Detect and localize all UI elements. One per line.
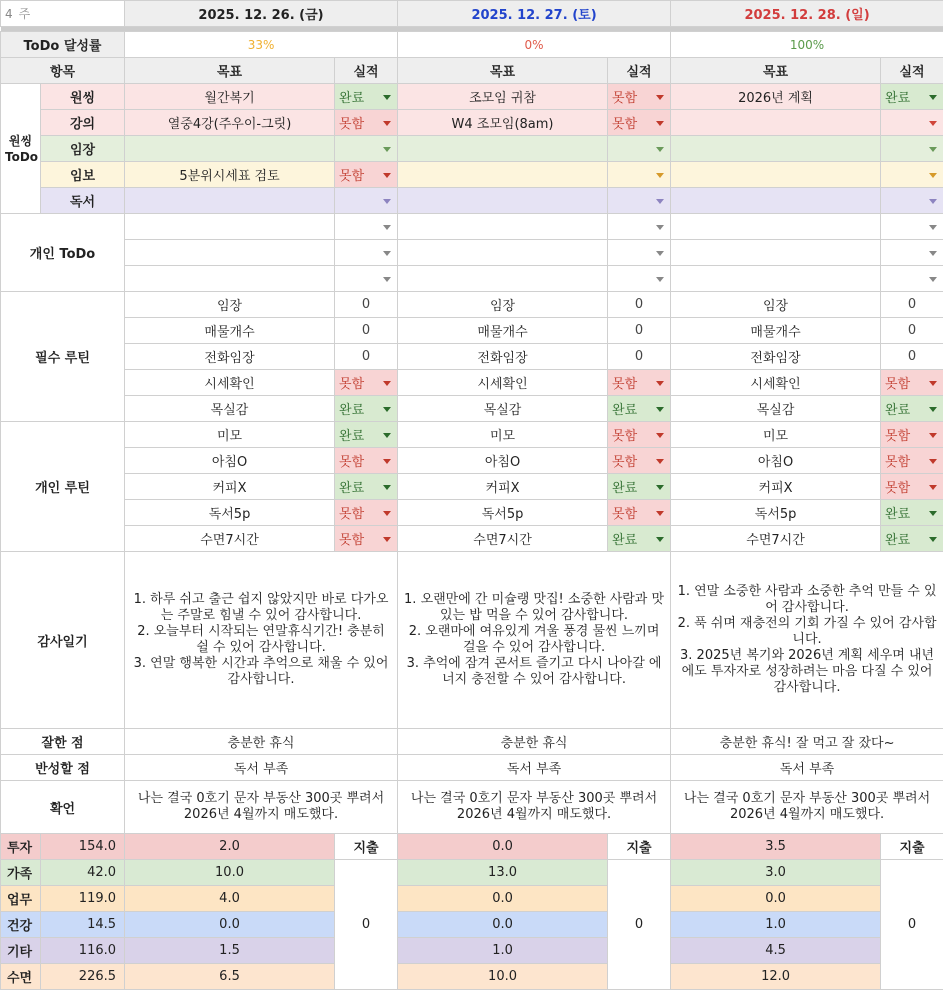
onething-category: 독서	[41, 188, 125, 214]
routine-name: 전화임장	[125, 344, 335, 370]
result-dropdown[interactable]: 못함	[335, 370, 398, 396]
routine-name: 매물개수	[671, 318, 881, 344]
time-value[interactable]: 10.0	[398, 964, 608, 990]
routine-name: 독서5p	[398, 500, 608, 526]
result-dropdown[interactable]: 완료	[335, 422, 398, 448]
result-dropdown[interactable]: 못함	[881, 448, 943, 474]
onething-category: 임보	[41, 162, 125, 188]
expense-label: 지출	[608, 834, 671, 860]
goal-header: 목표	[125, 58, 335, 84]
good-label: 잘한 점	[1, 729, 125, 755]
result-dropdown[interactable]	[335, 266, 398, 292]
reflect-entry[interactable]: 독서 부족	[671, 755, 943, 781]
goal-cell[interactable]	[398, 162, 608, 188]
chevron-down-icon[interactable]	[656, 277, 664, 282]
chevron-down-icon[interactable]	[929, 173, 937, 178]
personal-todo-label: 개인 ToDo	[1, 214, 125, 292]
goal-cell[interactable]: 5분위시세표 검토	[125, 162, 335, 188]
date-header: 2025. 12. 28. (일)	[671, 1, 943, 27]
required-routine-label: 필수 루틴	[1, 292, 125, 422]
time-total: 226.5	[41, 964, 125, 990]
goal-cell[interactable]	[671, 188, 881, 214]
chevron-down-icon[interactable]	[929, 95, 937, 100]
result-dropdown[interactable]: 완료	[608, 526, 671, 552]
goal-cell[interactable]: 2026년 계획	[671, 84, 881, 110]
chevron-down-icon[interactable]	[656, 147, 664, 152]
result-dropdown[interactable]: 못함	[335, 448, 398, 474]
expense-label: 지출	[335, 834, 398, 860]
routine-name: 독서5p	[671, 500, 881, 526]
chevron-down-icon[interactable]	[929, 537, 937, 542]
chevron-down-icon[interactable]	[656, 173, 664, 178]
time-value[interactable]: 3.0	[671, 860, 881, 886]
gratitude-entry[interactable]: 1. 연말 소중한 사람과 소중한 추억 만들 수 있어 감사합니다. 2. 푹 쉬며 재충전의 기회 가질 수 있어 감사합니다. 3. 2025년 복기와 2026년 계획 세우며 내년에도 투자자로 성장하려는 마음 다질 수 있어 감사합니다.	[671, 552, 943, 729]
result-dropdown[interactable]	[335, 136, 398, 162]
routine-count[interactable]: 0	[881, 344, 943, 370]
chevron-down-icon[interactable]	[656, 121, 664, 126]
routine-name: 미모	[671, 422, 881, 448]
time-category: 건강	[1, 912, 41, 938]
chevron-down-icon[interactable]	[383, 433, 391, 438]
time-total: 119.0	[41, 886, 125, 912]
routine-count[interactable]: 0	[335, 344, 398, 370]
time-total: 116.0	[41, 938, 125, 964]
result-dropdown[interactable]	[881, 188, 943, 214]
result-dropdown[interactable]	[881, 162, 943, 188]
chevron-down-icon[interactable]	[383, 537, 391, 542]
chevron-down-icon[interactable]	[656, 407, 664, 412]
result-dropdown[interactable]: 완료	[881, 84, 943, 110]
result-dropdown[interactable]: 못함	[335, 162, 398, 188]
goal-cell[interactable]	[671, 214, 881, 240]
time-value[interactable]: 1.5	[125, 938, 335, 964]
routine-name: 목실감	[671, 396, 881, 422]
chevron-down-icon[interactable]	[656, 225, 664, 230]
goal-cell[interactable]	[671, 110, 881, 136]
date-header: 2025. 12. 26. (금)	[125, 1, 398, 27]
goal-cell[interactable]	[398, 266, 608, 292]
goal-cell[interactable]	[671, 162, 881, 188]
result-dropdown[interactable]: 완료	[608, 396, 671, 422]
achievement-rate: 33%	[125, 32, 398, 58]
chevron-down-icon[interactable]	[929, 433, 937, 438]
chevron-down-icon[interactable]	[383, 173, 391, 178]
result-dropdown[interactable]: 완료	[335, 474, 398, 500]
achievement-rate: 0%	[398, 32, 671, 58]
result-dropdown[interactable]: 못함	[881, 422, 943, 448]
chevron-down-icon[interactable]	[383, 147, 391, 152]
result-dropdown[interactable]: 완료	[881, 526, 943, 552]
gratitude-entry[interactable]: 1. 오랜만에 간 미슐랭 맛집! 소중한 사람과 맛있는 밥 먹을 수 있어 감사합니다. 2. 오랜마에 여유있게 겨울 풍경 물씬 느끼며 걸을 수 있어 감사합니다. 3. 추억에 잠겨 콘서트 즐기고 다시 나아갈 에너지 충전할 수 있어 감사합니다.	[398, 552, 671, 729]
routine-name: 커피X	[671, 474, 881, 500]
chevron-down-icon[interactable]	[656, 433, 664, 438]
result-header: 실적	[608, 58, 671, 84]
result-dropdown[interactable]: 못함	[608, 84, 671, 110]
time-category: 업무	[1, 886, 41, 912]
chevron-down-icon[interactable]	[383, 511, 391, 516]
chevron-down-icon[interactable]	[929, 225, 937, 230]
goal-cell[interactable]	[125, 266, 335, 292]
chevron-down-icon[interactable]	[656, 511, 664, 516]
time-value[interactable]: 13.0	[398, 860, 608, 886]
todo-rate-label: ToDo 달성률	[1, 32, 125, 58]
chevron-down-icon[interactable]	[383, 225, 391, 230]
chevron-down-icon[interactable]	[929, 511, 937, 516]
onething-todo-label: 원씽 ToDo	[1, 84, 41, 214]
routine-name: 임장	[125, 292, 335, 318]
reflect-entry[interactable]: 독서 부족	[398, 755, 671, 781]
personal-routine-label: 개인 루틴	[1, 422, 125, 552]
goal-cell[interactable]: 열중4강(주우이-그릿)	[125, 110, 335, 136]
goal-cell[interactable]	[398, 188, 608, 214]
routine-name: 수면7시간	[398, 526, 608, 552]
chevron-down-icon[interactable]	[383, 121, 391, 126]
routine-count[interactable]: 0	[881, 318, 943, 344]
routine-name: 시세확인	[125, 370, 335, 396]
good-entry[interactable]: 충분한 휴식	[398, 729, 671, 755]
result-dropdown[interactable]: 완료	[881, 396, 943, 422]
time-value[interactable]: 2.0	[125, 834, 335, 860]
result-dropdown[interactable]: 완료	[335, 396, 398, 422]
time-value[interactable]: 0.0	[398, 912, 608, 938]
routine-count[interactable]: 0	[881, 292, 943, 318]
routine-name: 시세확인	[671, 370, 881, 396]
goal-cell[interactable]	[398, 240, 608, 266]
routine-count[interactable]: 0	[335, 292, 398, 318]
chevron-down-icon[interactable]	[929, 407, 937, 412]
chevron-down-icon[interactable]	[383, 251, 391, 256]
goal-cell[interactable]	[671, 266, 881, 292]
chevron-down-icon[interactable]	[929, 147, 937, 152]
time-value[interactable]: 0.0	[671, 886, 881, 912]
time-category: 가족	[1, 860, 41, 886]
goal-cell[interactable]	[671, 136, 881, 162]
time-value[interactable]: 1.0	[398, 938, 608, 964]
reflect-entry[interactable]: 독서 부족	[125, 755, 398, 781]
result-dropdown[interactable]: 못함	[608, 500, 671, 526]
week-unit: 주	[18, 7, 31, 21]
goal-cell[interactable]	[398, 136, 608, 162]
chevron-down-icon[interactable]	[383, 381, 391, 386]
expense-value[interactable]: 0	[881, 860, 943, 990]
routine-name: 독서5p	[125, 500, 335, 526]
result-dropdown[interactable]: 못함	[335, 526, 398, 552]
routine-name: 시세확인	[398, 370, 608, 396]
chevron-down-icon[interactable]	[929, 277, 937, 282]
routine-name: 수면7시간	[125, 526, 335, 552]
goal-cell[interactable]	[125, 240, 335, 266]
routine-name: 커피X	[125, 474, 335, 500]
routine-count[interactable]: 0	[608, 344, 671, 370]
time-value[interactable]: 12.0	[671, 964, 881, 990]
result-dropdown[interactable]	[881, 266, 943, 292]
routine-name: 전화임장	[671, 344, 881, 370]
time-total: 14.5	[41, 912, 125, 938]
routine-name: 아침O	[125, 448, 335, 474]
result-dropdown[interactable]	[881, 240, 943, 266]
routine-name: 수면7시간	[671, 526, 881, 552]
routine-count[interactable]: 0	[608, 292, 671, 318]
week-number	[1, 1, 125, 27]
result-header: 실적	[881, 58, 943, 84]
chevron-down-icon[interactable]	[383, 459, 391, 464]
result-dropdown[interactable]: 못함	[608, 110, 671, 136]
result-dropdown[interactable]	[881, 136, 943, 162]
result-dropdown[interactable]	[608, 136, 671, 162]
result-dropdown[interactable]	[335, 214, 398, 240]
chevron-down-icon[interactable]	[383, 407, 391, 412]
result-dropdown[interactable]	[335, 188, 398, 214]
routine-name: 임장	[398, 292, 608, 318]
routine-name: 매물개수	[125, 318, 335, 344]
time-total: 154.0	[41, 834, 125, 860]
good-entry[interactable]: 충분한 휴식	[125, 729, 398, 755]
goal-cell[interactable]: 월간복기	[125, 84, 335, 110]
time-value[interactable]: 0.0	[125, 912, 335, 938]
routine-name: 아침O	[671, 448, 881, 474]
chevron-down-icon[interactable]	[383, 277, 391, 282]
chevron-down-icon[interactable]	[929, 485, 937, 490]
result-dropdown[interactable]: 못함	[608, 370, 671, 396]
time-total: 42.0	[41, 860, 125, 886]
item-header: 항목	[1, 58, 125, 84]
routine-name: 아침O	[398, 448, 608, 474]
time-category: 기타	[1, 938, 41, 964]
chevron-down-icon[interactable]	[383, 95, 391, 100]
result-dropdown[interactable]: 못함	[608, 448, 671, 474]
time-value[interactable]: 6.5	[125, 964, 335, 990]
goal-cell[interactable]	[125, 214, 335, 240]
good-entry[interactable]: 충분한 휴식! 잘 먹고 잘 잤다~	[671, 729, 943, 755]
result-dropdown[interactable]: 못함	[608, 422, 671, 448]
chevron-down-icon[interactable]	[656, 537, 664, 542]
result-dropdown[interactable]	[608, 266, 671, 292]
chevron-down-icon[interactable]	[929, 381, 937, 386]
time-value[interactable]: 3.5	[671, 834, 881, 860]
chevron-down-icon[interactable]	[656, 381, 664, 386]
chevron-down-icon[interactable]	[656, 485, 664, 490]
routine-count[interactable]: 0	[608, 318, 671, 344]
chevron-down-icon[interactable]	[929, 121, 937, 126]
time-category: 수면	[1, 964, 41, 990]
chevron-down-icon[interactable]	[656, 459, 664, 464]
goal-header: 목표	[671, 58, 881, 84]
time-value[interactable]: 0.0	[398, 834, 608, 860]
expense-value[interactable]: 0	[335, 860, 398, 990]
routine-name: 커피X	[398, 474, 608, 500]
result-dropdown[interactable]: 못함	[881, 370, 943, 396]
goal-cell[interactable]	[398, 214, 608, 240]
expense-value[interactable]: 0	[608, 860, 671, 990]
result-header: 실적	[335, 58, 398, 84]
result-dropdown[interactable]: 못함	[335, 110, 398, 136]
result-dropdown[interactable]: 완료	[608, 474, 671, 500]
onething-category: 강의	[41, 110, 125, 136]
result-dropdown[interactable]: 완료	[335, 84, 398, 110]
routine-name: 매물개수	[398, 318, 608, 344]
time-value[interactable]: 4.0	[125, 886, 335, 912]
result-dropdown[interactable]: 못함	[881, 474, 943, 500]
result-dropdown[interactable]: 완료	[881, 500, 943, 526]
achievement-rate: 100%	[671, 32, 943, 58]
routine-name: 목실감	[125, 396, 335, 422]
gratitude-entry[interactable]: 1. 하루 쉬고 출근 쉽지 않았지만 바로 다가오는 주말로 힘낼 수 있어 감사합니다. 2. 오늘부터 시작되는 연말휴식기간! 충분히 쉴 수 있어 감사합니다. 3. 연말 행복한 시간과 추억으로 채울 수 있어 감사합니다.	[125, 552, 398, 729]
time-category: 투자	[1, 834, 41, 860]
result-dropdown[interactable]	[608, 240, 671, 266]
chevron-down-icon[interactable]	[656, 251, 664, 256]
chevron-down-icon[interactable]	[929, 459, 937, 464]
onething-category: 임장	[41, 136, 125, 162]
date-header: 2025. 12. 27. (토)	[398, 1, 671, 27]
affirmation-entry[interactable]: 나는 결국 0호기 문자 부동산 300곳 뿌려서 2026년 4월까지 매도했다.	[398, 781, 671, 834]
routine-name: 임장	[671, 292, 881, 318]
routine-name: 미모	[398, 422, 608, 448]
routine-name: 전화임장	[398, 344, 608, 370]
result-dropdown[interactable]	[881, 214, 943, 240]
result-dropdown[interactable]	[608, 162, 671, 188]
time-value[interactable]: 0.0	[398, 886, 608, 912]
result-dropdown[interactable]	[335, 240, 398, 266]
result-dropdown[interactable]	[608, 214, 671, 240]
goal-cell[interactable]: W4 조모임(8am)	[398, 110, 608, 136]
chevron-down-icon[interactable]	[383, 199, 391, 204]
result-dropdown[interactable]	[881, 110, 943, 136]
result-dropdown[interactable]: 못함	[335, 500, 398, 526]
onething-category: 원씽	[41, 84, 125, 110]
goal-cell[interactable]	[125, 188, 335, 214]
time-value[interactable]: 4.5	[671, 938, 881, 964]
time-value[interactable]: 10.0	[125, 860, 335, 886]
week-num: 4	[5, 7, 13, 21]
routine-name: 목실감	[398, 396, 608, 422]
goal-header: 목표	[398, 58, 608, 84]
goal-cell[interactable]	[125, 136, 335, 162]
goal-cell[interactable]: 조모임 귀참	[398, 84, 608, 110]
affirmation-entry[interactable]: 나는 결국 0호기 문자 부동산 300곳 뿌려서 2026년 4월까지 매도했다.	[671, 781, 943, 834]
result-dropdown[interactable]	[608, 188, 671, 214]
chevron-down-icon[interactable]	[656, 199, 664, 204]
chevron-down-icon[interactable]	[929, 199, 937, 204]
time-value[interactable]: 1.0	[671, 912, 881, 938]
chevron-down-icon[interactable]	[656, 95, 664, 100]
reflect-label: 반성할 점	[1, 755, 125, 781]
routine-count[interactable]: 0	[335, 318, 398, 344]
affirmation-label: 확언	[1, 781, 125, 834]
affirmation-entry[interactable]: 나는 결국 0호기 문자 부동산 300곳 뿌려서 2026년 4월까지 매도했다.	[125, 781, 398, 834]
chevron-down-icon[interactable]	[383, 485, 391, 490]
goal-cell[interactable]	[671, 240, 881, 266]
gratitude-label: 감사일기	[1, 552, 125, 729]
expense-label: 지출	[881, 834, 943, 860]
routine-name: 미모	[125, 422, 335, 448]
chevron-down-icon[interactable]	[929, 251, 937, 256]
